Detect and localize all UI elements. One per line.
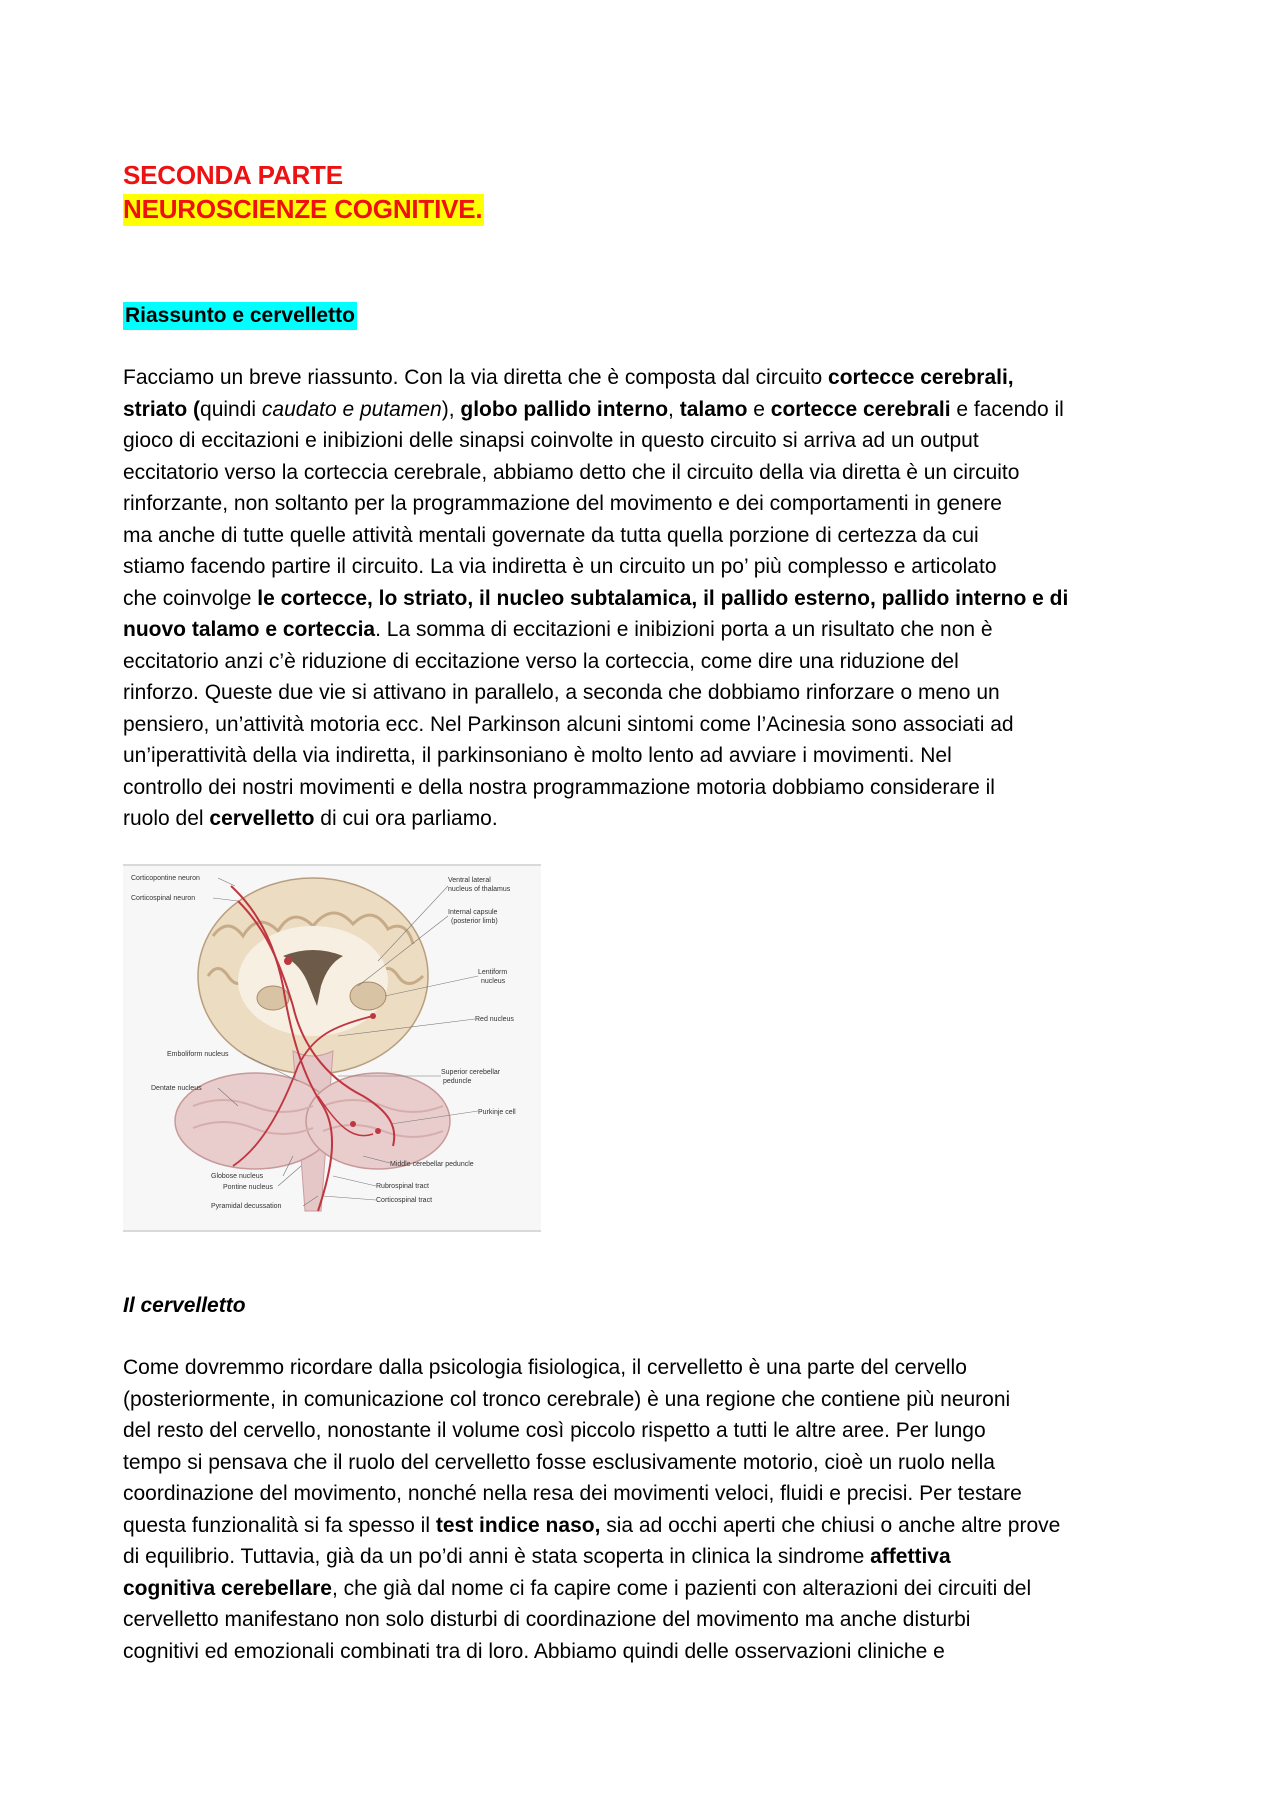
paragraph-line: che coinvolge le cortecce, lo striato, il nucleo subtalamica, il pallido esterno, pallido interno e di	[123, 586, 1069, 610]
paragraph-cervelletto	[123, 1352, 1168, 1667]
label-internal-capsule: Internal capsule	[448, 909, 498, 916]
label-nucleus-of-thalamus: nucleus of thalamus	[448, 886, 511, 893]
label-globose-nucleus: Globose nucleus	[211, 1173, 264, 1180]
label-emboliform-nucleus: Emboliform nucleus	[167, 1051, 229, 1058]
paragraph-line: rinforzo. Queste due vie si attivano in parallelo, a seconda che dobbiamo rinforzare o meno un	[123, 681, 1000, 704]
paragraph-line: del resto del cervello, nonostante il volume così piccolo rispetto a tutti le altre aree. Per lungo	[123, 1419, 986, 1442]
lentiform-nucleus-shape	[350, 982, 386, 1010]
paragraph-line: ma anche di tutte quelle attività mentali governate da tutta quella porzione di certezza da cui	[123, 523, 979, 547]
paragraph-line: coordinazione del movimento, nonché nella resa dei movimenti veloci, fluidi e precisi. Per testare	[123, 1482, 1022, 1505]
paragraph-line: cervelletto manifestano non solo disturbi di coordinazione del movimento ma anche disturbi	[123, 1608, 971, 1631]
label-superior-cerebellar: Superior cerebellar	[441, 1069, 501, 1076]
section-heading-cervelletto: Il cervelletto	[123, 1294, 246, 1317]
paragraph-line: pensiero, un’attività motoria ecc. Nel Parkinson alcuni sintomi come l’Acinesia sono associati ad	[123, 712, 1014, 736]
paragraph-line: cognitivi ed emozionali combinati tra di loro. Abbiamo quindi delle osservazioni cliniche e	[123, 1639, 945, 1663]
paragraph-line: eccitatorio verso la corteccia cerebrale, abbiamo detto che il circuito della via diretta è un circuito	[123, 460, 1020, 484]
title-line-1: SECONDA PARTE	[123, 160, 343, 190]
paragraph-line: nuovo talamo e corteccia. La somma di eccitazioni e inibizioni porta a un risultato che non è	[123, 618, 993, 641]
paragraph-line: gioco di eccitazioni e inibizioni delle sinapsi coinvolte in questo circuito si arriva ad un output	[123, 429, 979, 452]
paragraph-line: eccitatorio anzi c’è riduzione di eccitazione verso la corteccia, come dire una riduzione del	[123, 649, 959, 673]
paragraph-line: cognitiva cerebellare, che già dal nome ci fa capire come i pazienti con alterazioni dei circuiti del	[123, 1576, 1032, 1600]
label-lentiform: Lentiform	[478, 969, 508, 976]
brain-diagram-svg	[123, 866, 541, 1226]
label-middle-cerebellar-peduncle: Middle cerebellar peduncle	[390, 1161, 474, 1168]
label-red-nucleus: Red nucleus	[475, 1016, 514, 1023]
paragraph-line: (posteriormente, in comunicazione col tronco cerebrale) è una regione che contiene più neuroni	[123, 1387, 1011, 1411]
cerebellum-pathways-illustration	[123, 864, 541, 1232]
neuron-dot	[370, 1013, 376, 1019]
paragraph-line: Come dovremmo ricordare dalla psicologia fisiologica, il cervelletto è una parte del cervello	[123, 1356, 967, 1379]
label-dentate-nucleus: Dentate nucleus	[151, 1085, 202, 1092]
label-lentiform-nucleus: nucleus	[481, 978, 506, 985]
label-purkinje-cell: Purkinje cell	[478, 1109, 516, 1116]
paragraph-line: un’iperattività della via indiretta, il parkinsoniano è molto lento ad avviare i movimenti. Nel	[123, 744, 952, 767]
section-heading-riassunto: Riassunto e cervelletto	[123, 302, 357, 330]
label-corticopontine-neuron: Corticopontine neuron	[131, 875, 200, 882]
title-line-2-highlighted: NEUROSCIENZE COGNITIVE.	[123, 194, 483, 224]
paragraph-line: tempo si pensava che il ruolo del cervelletto fosse esclusivamente motorio, cioè un ruolo nella	[123, 1450, 995, 1474]
paragraph-line: stiamo facendo partire il circuito. La via indiretta è un circuito un po’ più complesso e articolato	[123, 555, 997, 578]
paragraph-line: striato (quindi caudato e putamen), globo pallido interno, talamo e cortecce cerebrali e facendo il	[123, 397, 1064, 421]
label-pontine-nucleus: Pontine nucleus	[223, 1184, 273, 1191]
paragraph-riassunto	[123, 362, 1168, 835]
label-peduncle: peduncle	[443, 1078, 472, 1085]
document-title	[123, 158, 484, 226]
paragraph-line: questa funzionalità si fa spesso il test indice naso, sia ad occhi aperti che chiusi o anche altre prove	[123, 1513, 1061, 1537]
label-ventral-lateral: Ventral lateral	[448, 877, 491, 884]
label-corticospinal-neuron: Corticospinal neuron	[131, 895, 196, 902]
label-pyramidal-decussation: Pyramidal decussation	[211, 1203, 282, 1210]
label-rubrospinal-tract: Rubrospinal tract	[376, 1183, 429, 1190]
label-corticospinal-tract: Corticospinal tract	[376, 1197, 433, 1204]
neuron-dot	[284, 957, 292, 965]
paragraph-line: di equilibrio. Tuttavia, già da un po’di anni è stata scoperta in clinica la sindrome affettiva	[123, 1545, 951, 1568]
paragraph-line: ruolo del cervelletto di cui ora parliamo.	[123, 807, 498, 830]
neuron-dot	[350, 1121, 356, 1127]
paragraph-line: Facciamo un breve riassunto. Con la via diretta che è composta dal circuito cortecce cerebrali,	[123, 366, 1014, 389]
neuron-dot	[375, 1128, 381, 1134]
cerebellum-right	[306, 1073, 450, 1169]
paragraph-line: controllo dei nostri movimenti e della nostra programmazione motoria dobbiamo considerare il	[123, 775, 995, 799]
label-posterior-limb: (posterior limb)	[451, 918, 498, 925]
paragraph-line: rinforzante, non soltanto per la programmazione del movimento e dei comportamenti in genere	[123, 492, 1002, 515]
